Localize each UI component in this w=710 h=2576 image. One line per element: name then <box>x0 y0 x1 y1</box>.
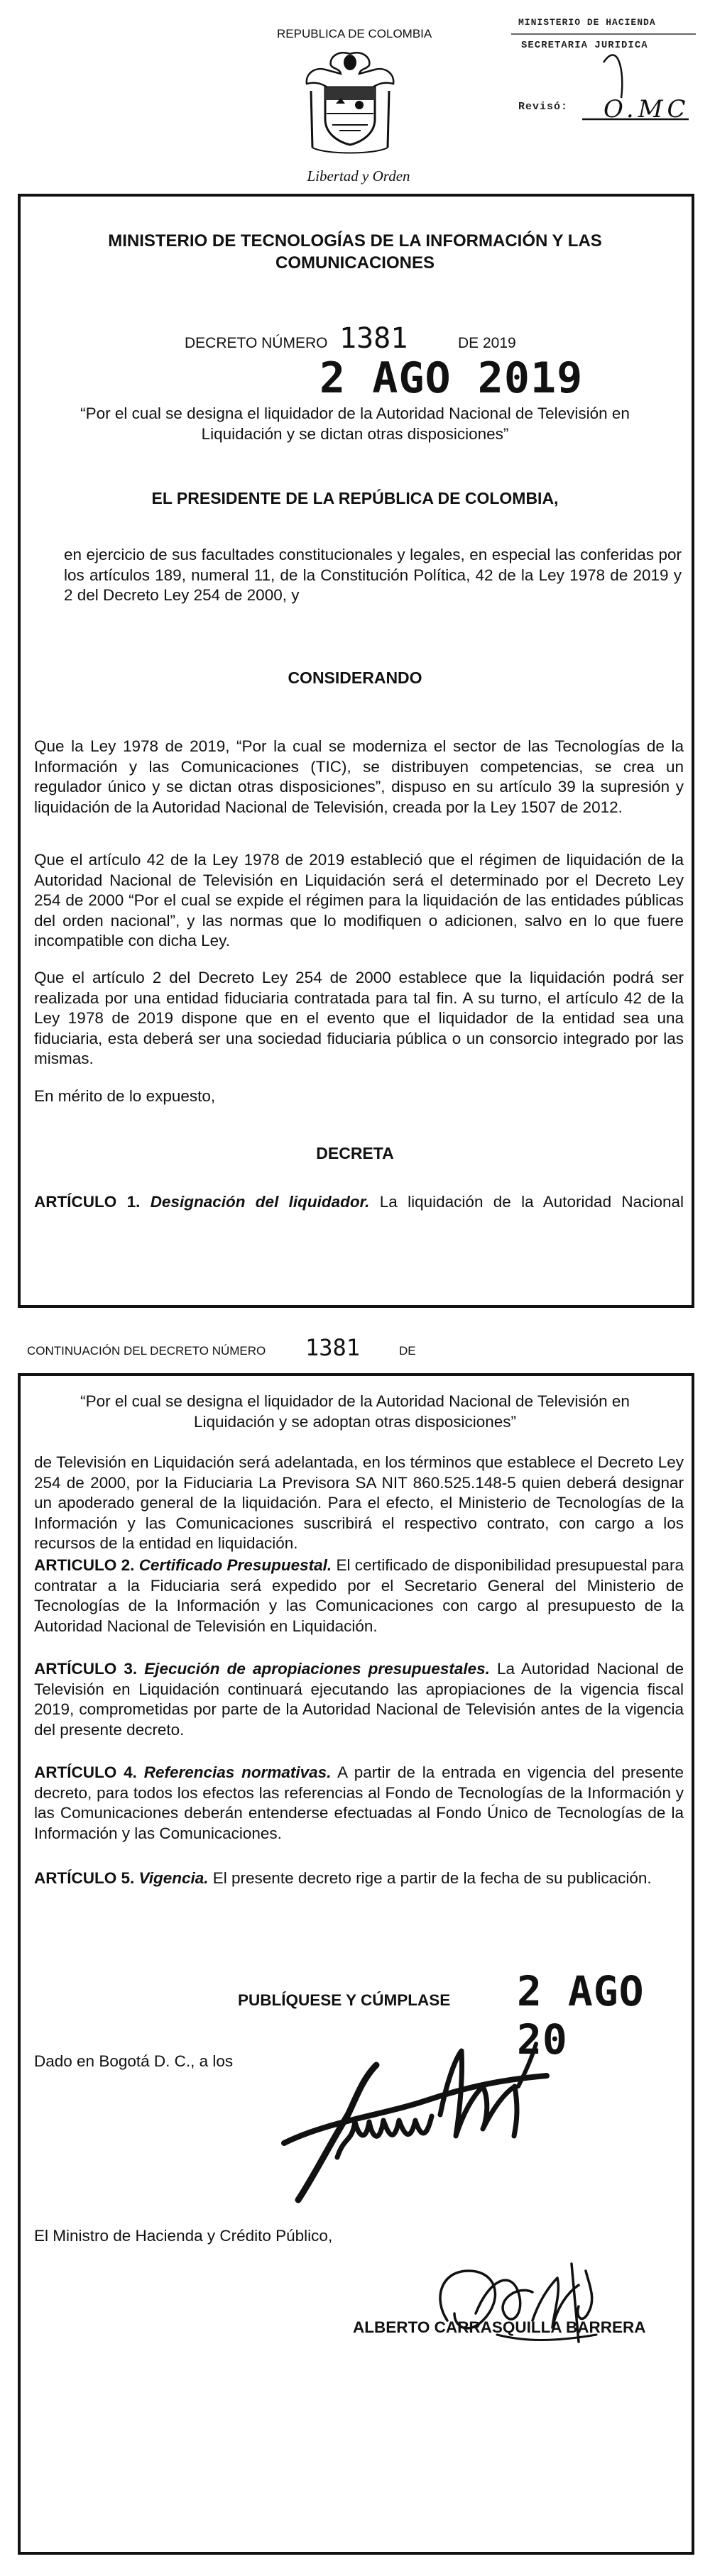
powers-paragraph: en ejercicio de sus facultades constitucionales y legales, en especial las conferidas por los artículos 189, numeral 11, de la Constitución Política, 42 de la Ley 1978 de 2019 y 2 del Decreto Ley 254 de 2000, y <box>64 546 682 604</box>
article-1-start <box>34 1192 684 1213</box>
president-signature <box>270 2037 568 2207</box>
date-stamp-2: 2 AGO 20 <box>517 1967 645 2064</box>
article-1-text: La liquidación de la Autoridad Nacional <box>379 1193 684 1211</box>
given-at-text: Dado en Bogotá D. C., a los <box>34 2052 234 2070</box>
article-4-text: A partir de la entrada en vigencia del presente decreto, para todos los efectos las referencias al Fondo de Tecnologías de la Información y las Comunicaciones deberán entenderse efectuadas al Fondo Único de Tecnologías de la Información y las Comunicaciones. <box>34 1763 684 1842</box>
continuation-number: 1381 <box>305 1334 361 1361</box>
article-1-label: ARTÍCULO 1. <box>34 1193 141 1211</box>
decree-year: DE 2019 <box>458 335 516 351</box>
header-country: REPUBLICA DE COLOMBIA <box>277 27 432 40</box>
stamp-signature-mark <box>497 13 703 148</box>
header-motto: Libertad y Orden <box>307 167 410 185</box>
closing-text: En mérito de lo expuesto, <box>34 1087 216 1105</box>
decree-subject: “Por el cual se designa el liquidador de la Autoridad Nacional de Televisión en Liquidación y se dictan otras disposiciones” <box>80 404 630 443</box>
considering-paragraph-2: Que el artículo 42 de la Ley 1978 de 2019 estableció que el régimen de liquidación de la Autoridad Nacional de Televisión en Liquidación será el determinado por el Decreto Ley 254 de 2000 “Por el cual se expide el régimen para la liquidación de las entidades públicas del orden nacional”, y las normas que lo modifiquen o adicionen, salvo en lo que fuere incompatible con dicha Ley. <box>34 851 684 950</box>
continuation-heading <box>27 1334 524 1363</box>
decreta-heading: DECRETA <box>316 1144 394 1162</box>
decree-label: DECRETO NÚMERO <box>185 335 328 351</box>
decree-number: 1381 <box>339 322 408 355</box>
article-1-title: Designación del liquidador. <box>150 1193 370 1211</box>
considerando-heading: CONSIDERANDO <box>288 668 422 687</box>
ministry-stamp <box>497 13 703 148</box>
article-4 <box>34 1763 684 1844</box>
article-4-label: ARTÍCULO 4. <box>34 1763 137 1781</box>
stamp-line-1: MINISTERIO DE HACIENDA <box>518 17 656 28</box>
article-5-label: ARTÍCULO 5. <box>34 1869 135 1887</box>
president-heading: EL PRESIDENTE DE LA REPÚBLICA DE COLOMBIA, <box>151 489 559 507</box>
publish-heading: PUBLÍQUESE Y CÚMPLASE <box>238 1991 451 2009</box>
article-3-title: Ejecución de apropiaciones presupuestales. <box>144 1660 490 1678</box>
article-3-text: La Autoridad Nacional de Televisión en Liquidación continuará ejecutando las apropiaciones de la vigencia fiscal 2019, comprometidas por parte de la Autoridad Nacional de Televisión antes de la vigencia del presente decreto. <box>34 1660 684 1739</box>
continuation-de: DE <box>399 1344 416 1358</box>
stamp-line-3-label: Revisó: <box>518 101 569 113</box>
stamp-initials: O.MC <box>604 95 690 123</box>
coat-of-arms-icon <box>297 48 403 162</box>
article-3-label: ARTÍCULO 3. <box>34 1660 138 1678</box>
ministry-title: MINISTERIO DE TECNOLOGÍAS DE LA INFORMACIÓN Y LAS COMUNICACIONES <box>108 231 602 273</box>
considering-paragraph-3: Que el artículo 2 del Decreto Ley 254 de 2000 establece que la liquidación podrá ser realizada por una entidad fiduciaria contratada para tal fin. A su turno, el artículo 42 de la Ley 1978 de 2019 dispone que en el evento que el liquidador de la entidad sea una fiduciaria, esta deberá ser una sociedad fiduciaria pública o un consorcio integrado por las mismas. <box>34 969 684 1067</box>
minister-title: El Ministro de Hacienda y Crédito Público, <box>34 2227 333 2245</box>
article-1-continuation: de Televisión en Liquidación será adelantada, en los términos que establece el Decreto Ley 254 de 2000, por la Fiduciaria La Previsora SA NIT 860.525.148-5 quien deberá designar un apoderado general de la liquidación. Para el efecto, el Ministerio de Tecnologías de la Información y las Comunicaciones suscribirá el respectivo contrato, con cargo a los recursos de la entidad en liquidación. <box>34 1453 684 1552</box>
stamp-line-2: SECRETARIA JURIDICA <box>521 40 648 51</box>
article-2-label: ARTICULO 2. <box>34 1556 135 1574</box>
minister-name: ALBERTO CARRASQUILLA BARRERA <box>353 2318 646 2336</box>
continuation-label: CONTINUACIÓN DEL DECRETO NÚMERO <box>27 1344 266 1358</box>
date-stamp: 2 AGO 2019 <box>320 353 584 403</box>
article-5-title: Vigencia. <box>138 1869 209 1887</box>
article-4-title: Referencias normativas. <box>143 1763 332 1781</box>
article-3 <box>34 1659 684 1740</box>
considering-paragraph-1: Que la Ley 1978 de 2019, “Por la cual se moderniza el sector de las Tecnologías de la Información y las Comunicaciones (TIC), se distribuyen competencias, se crea un regulador único y se dictan otras disposiciones”, dispuso en su artículo 39 la supresión y liquidación de la Autoridad Nacional de Televisión, creada por la Ley 1507 de 2012. <box>34 737 684 816</box>
article-2-text: El certificado de disponibilidad presupuestal para contratar a la Fiduciaria será expedido por el Secretario General del Ministerio de Tecnologías de la Información y las Comunicaciones con cargo al presupuesto de la Autoridad Nacional de Televisión en Liquidación. <box>34 1556 684 1635</box>
article-2-title: Certificado Presupuestal. <box>138 1556 332 1574</box>
article-2 <box>34 1556 684 1636</box>
page-2-subject: “Por el cual se designa el liquidador de la Autoridad Nacional de Televisión en Liquidación y se adoptan otras disposiciones” <box>80 1392 630 1431</box>
article-5-text: El presente decreto rige a partir de la fecha de su publicación. <box>212 1869 652 1887</box>
minister-signature <box>426 2235 611 2363</box>
article-5 <box>34 1868 684 1889</box>
